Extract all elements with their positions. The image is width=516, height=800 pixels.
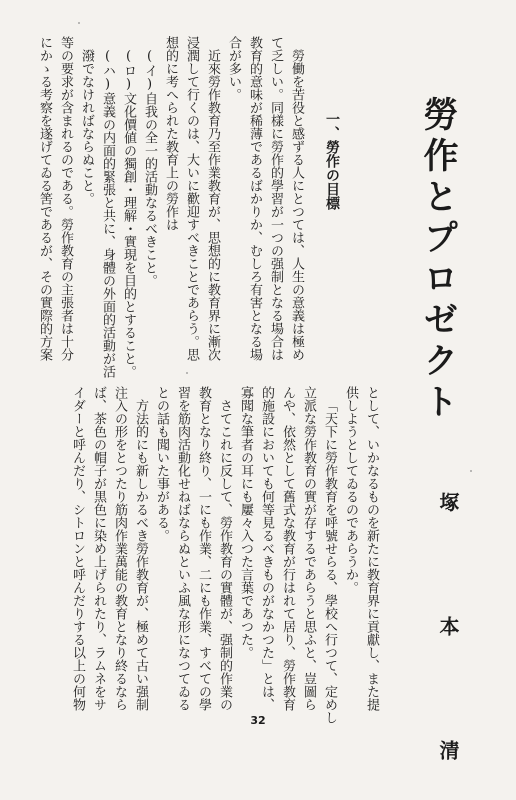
text-line: イダーと呼んだり、シトロンと呼んだりする以上の何物 [70, 386, 85, 711]
text-line: (ハ)意義の内面的緊張と共に、身體の外面的活動が活 [100, 49, 115, 378]
paper-speck [78, 22, 80, 24]
text-line: さてこれに反して、勞作教育の實體が、强制的作業の [217, 399, 232, 711]
text-line: 潑でなければならぬこと。 [79, 49, 94, 205]
text-line: 教育的意味が稀薄であるばかりか、むしろ有害となる場 [247, 36, 262, 361]
text-line: (イ)自我の全一的活動なるべきこと。 [142, 49, 157, 287]
text-line: 勞働を苦役と感ずる人にとつては、人生の意義は極め [289, 49, 304, 361]
text-line: 等の要求が含まれるのである。勞作教育の主張者は十分 [58, 36, 73, 361]
author-name: 塚 本 清 [436, 492, 460, 800]
paper-speck [470, 470, 472, 472]
text-line: 「天下に勞作教育を呼號せらる、學校へ行つて、定めし [322, 399, 337, 724]
text-line: 供しようとしてゐるのであらうか。 [343, 386, 358, 594]
text-line: 注入の形をとつたり筋肉作業萬能の教育となり終るなら [112, 386, 127, 711]
text-line: 方法的にも新しかるべき勞作教育が、極めて古い强制 [133, 399, 148, 711]
text-line: (ロ)文化價値の獨創・理解・實現を目的とすること。 [121, 49, 136, 378]
text-line: 習を筋肉活動化せねばならぬといふ風な形になつてゐる [175, 386, 190, 711]
text-line: ば、茶色の帽子が黒色に染め上げられたり、ラムネをサ [91, 386, 106, 711]
text-line: 的施設においても何等見るべきものがなかつた」とは、 [259, 386, 274, 711]
text-line: 浸潤して行くのは、大いに歡迎すべきことであらう。思 [184, 36, 199, 361]
text-line: として、いかなるものを新たに教育界に貢獻し、また提 [364, 386, 379, 711]
text-line: にかゝる考察を遂げてゐる筈であるが、その實際的方案 [37, 36, 52, 361]
text-line: 教育となり終り、一にも作業、二にも作業、すべての學 [196, 386, 211, 711]
text-line: 近來勞作教育乃至作業教育が、思想的に教育界に漸次 [205, 49, 220, 361]
text-line: て乏しい。同樣に勞作的學習が一つの强制となる場合は [268, 36, 283, 361]
text-line: 想的に考へられた教育上の勞作は [163, 36, 178, 231]
section-heading: 一、勞作の目標 [324, 112, 340, 210]
article-title: 勞作とプロゼクト [418, 96, 458, 424]
text-line: 合が多い。 [226, 36, 241, 101]
paper-speck [186, 372, 188, 374]
text-line: んや、依然として舊式な教育が行はれて居り、勞作教育 [280, 386, 295, 711]
text-line: 立派な勞作教育の實が存するであらうと思ふと、豈圖ら [301, 386, 316, 711]
text-line: との話も聞いた事がある。 [154, 386, 169, 542]
text-line: 寡聞な筆者の耳にも屢々入つた言葉であつた。 [238, 386, 253, 659]
body-text-upper [37, 36, 307, 378]
page-number: 32 [250, 714, 266, 727]
